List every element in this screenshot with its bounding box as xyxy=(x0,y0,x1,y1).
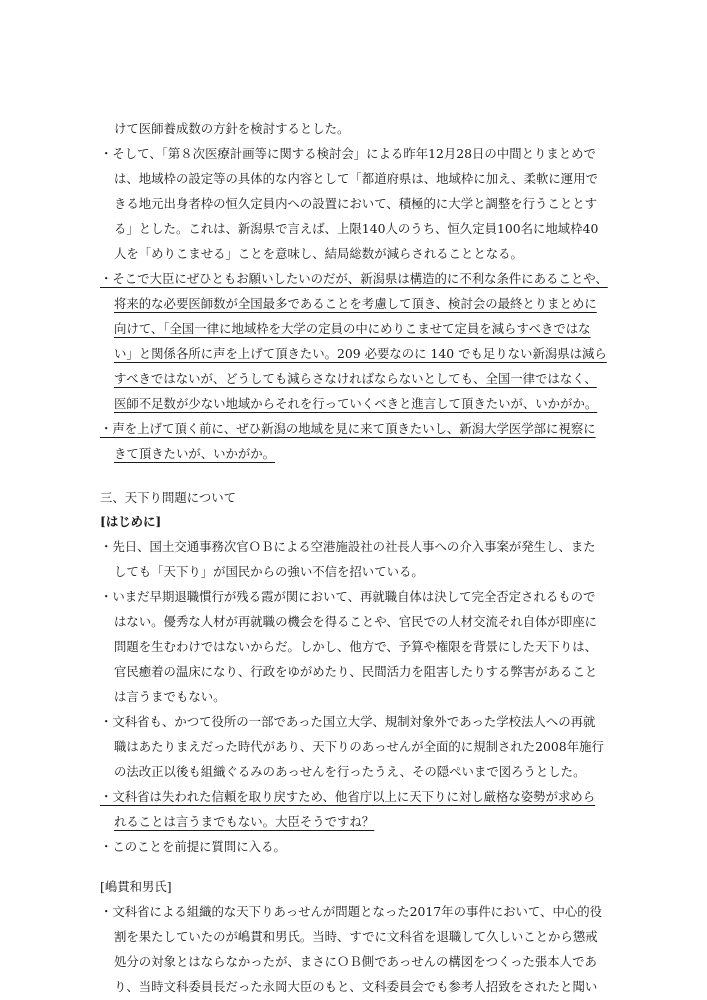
text-line: きる地元出身者枠の恒久定員内への設置において、積極的に大学と調整を行うこととす xyxy=(114,196,597,211)
text-line: の法改正以後も組織ぐるみのあっせんを行ったうえ、その隠ぺいまで図ろうとした。 xyxy=(114,764,586,779)
section-title xyxy=(100,485,610,510)
text-line: ・いまだ早期退職慣行が残る霞が関において、再就職自体は決して完全否定されるもので xyxy=(100,589,596,604)
text-line: る」とした。これは、新潟県で言えば、上限140人のうち、恒久定員100名に地域枠40 xyxy=(114,221,599,236)
subheading-shimanuki xyxy=(100,874,610,899)
underlined-text: ・声を上げて頂く前に、ぜひ新潟の地域を見に来て頂きたいし、新潟大学医学部に視察に xyxy=(100,421,596,436)
text-line xyxy=(100,291,610,316)
underlined-text: きて頂きたいが、いかがか。 xyxy=(114,446,276,461)
underlined-text: すべきではないが、どうしても減らさなければならないとしても、全国一律ではなく、 xyxy=(114,371,597,386)
text-line: 問題を生むわけではないからだ。しかし、他方で、予算や権限を背景にした天下りは、 xyxy=(114,639,597,654)
text-line: けて医師養成数の方針を検討するとした。 xyxy=(114,121,350,136)
text-line: 官民癒着の温床になり、行政をゆがめたり、民間活力を阻害したりする弊害があること xyxy=(114,664,598,679)
text-line xyxy=(100,441,610,466)
subheading: [はじめに] xyxy=(100,514,162,529)
text-line xyxy=(100,391,610,416)
text-line: ・このことを前提に質問に入る。 xyxy=(100,839,286,854)
text-line xyxy=(100,366,610,391)
text-line xyxy=(100,784,610,809)
text-line: 職はあたりまえだった時代があり、天下りのあっせんが全面的に規制された2008年施行 xyxy=(114,739,604,754)
underlined-text: ・文科省は失われた信頼を取り戻すため、他省庁以上に天下りに対し厳格な姿勢が求めら xyxy=(100,789,596,804)
text-line xyxy=(100,316,610,341)
paragraph-restore-trust xyxy=(100,784,610,834)
text-line: 処分の対象とはならなかったが、まさにＯＢ側であっせんの構図をつくった張本人であ xyxy=(114,954,597,969)
text-line: ・先日、国土交通事務次官ＯＢによる空港施設社の社長人事への介入事案が発生し、また xyxy=(100,539,596,554)
paragraph-request-minister xyxy=(100,266,610,416)
text-line: しても「天下り」が国民からの強い不信を招いている。 xyxy=(114,564,424,579)
paragraph-continuation xyxy=(100,116,610,141)
text-line xyxy=(100,416,610,441)
text-line: ・文科省も、かつて役所の一部であった国立大学、規制対象外であった学校法人への再就 xyxy=(100,714,596,729)
paragraph-reemployment xyxy=(100,584,610,709)
section-heading: 三、天下り問題について xyxy=(100,490,237,505)
text-line: はない。優秀な人材が再就職の機会を得ることや、官民での人材交流それ自体が即座に xyxy=(114,614,597,629)
subheading: [嶋貫和男氏] xyxy=(100,879,172,894)
underlined-text: 将来的な必要医師数が全国最多であることを考慮して頂き、検討会の最終とりまとめに xyxy=(114,296,597,311)
text-line xyxy=(100,341,610,366)
underlined-text: 向けて、「全国一律に地域枠を大学の定員の中にめりこませて定員を減らすべきではな xyxy=(114,321,591,336)
paragraph-visit-request xyxy=(100,416,610,466)
underlined-text: い」と関係各所に声を上げて頂きたい。209 必要なのに 140 でも足りない新潟県は減ら xyxy=(114,346,607,361)
text-line: り、当時文科委員長だった永岡大臣のもと、文科委員会でも参考人招致をされたと聞い xyxy=(114,979,598,994)
paragraph-shimanuki xyxy=(100,899,610,999)
paragraph-mext-history xyxy=(100,709,610,784)
paragraph-premise xyxy=(100,834,610,859)
subheading-intro xyxy=(100,509,610,534)
underlined-text: 医師不足数が少ない地域からそれを行っていくべきと進言して頂きたいが、いかがか。 xyxy=(114,396,598,411)
paragraph-amakudari-case xyxy=(100,534,610,584)
paragraph-interim-report xyxy=(100,141,610,266)
text-line: 割を果たしていたのが嶋貫和男氏。当時、すでに文科省を退職して久しいことから懲戒 xyxy=(114,929,598,944)
text-line: は、地域枠の設定等の具体的な内容として「都道府県は、地域枠に加え、柔軟に運用で xyxy=(114,171,598,186)
text-line xyxy=(100,266,610,291)
underlined-text: ・そこで大臣にぜひともお願いしたいのだが、新潟県は構造的に不利な条件にあることや、 xyxy=(100,271,608,286)
text-line: は言うまでもない。 xyxy=(114,689,226,704)
text-line: 人を「めりこませる」ことを意味し、結局総数が減らされることとなる。 xyxy=(114,246,523,261)
text-line xyxy=(100,809,610,834)
text-line: ・そして、「第８次医療計画等に関する検討会」による昨年12月28日の中間とりまとめで xyxy=(100,146,596,161)
text-line: ・文科省による組織的な天下りあっせんが問題となった2017年の事件において、中心的役 xyxy=(100,904,603,919)
underlined-text: れることは言うまでもない。大臣そうですね？ xyxy=(114,814,375,829)
